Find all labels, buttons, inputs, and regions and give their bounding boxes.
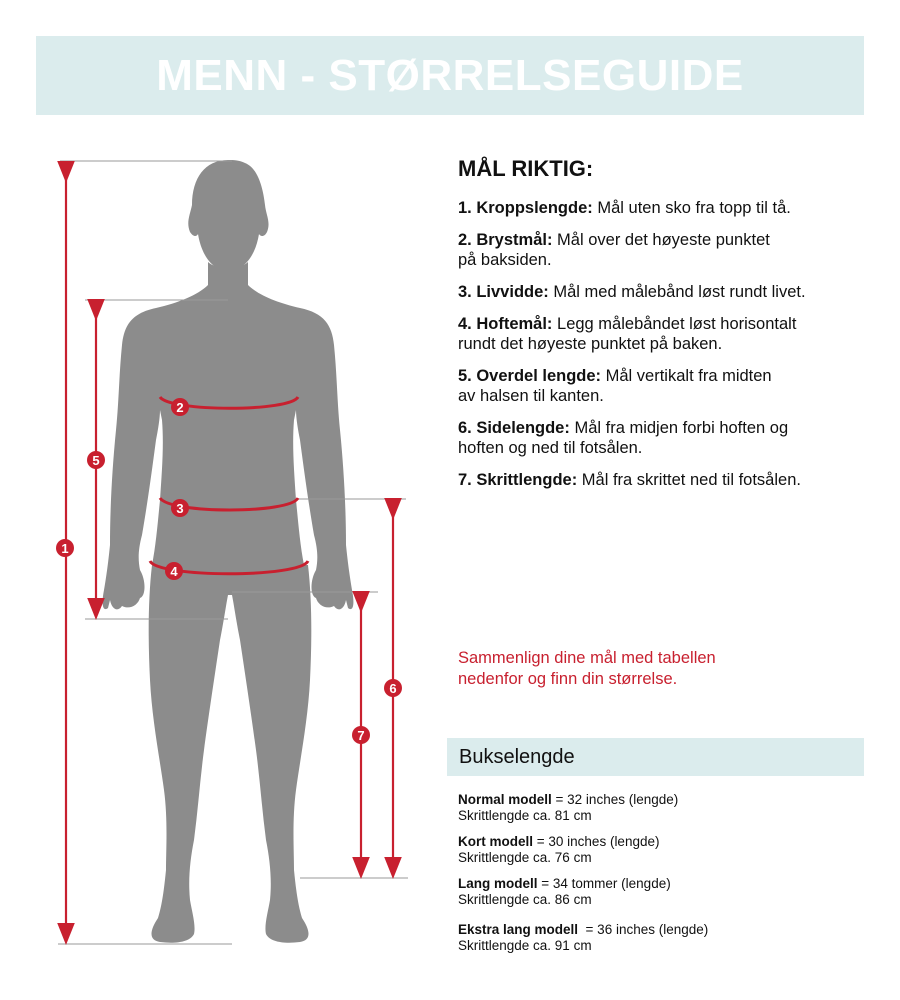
svg-text:7: 7 (357, 728, 365, 743)
instruction-body-length: 1. Kroppslengde: Mål uten sko fra topp til tå. (458, 199, 791, 217)
svg-text:5: 5 (92, 453, 100, 468)
instruction-inseam: 7. Skrittlengde: Mål fra skrittet ned til fotsålen. (458, 471, 801, 489)
svg-text:4: 4 (170, 564, 178, 579)
instruction-torso-length: 5. Overdel lengde: Mål vertikalt fra midten av halsen til kanten. (458, 367, 772, 405)
page-title: MENN - STØRRELSEGUIDE (156, 50, 744, 100)
pant-model-short: Kort modell = 30 inches (lengde) Skrittlengde ca. 76 cm (458, 834, 660, 865)
instructions-heading: MÅL RIKTIG: (458, 156, 594, 181)
measure-instructions (458, 156, 878, 502)
instruction-side-length: 6. Sidelengde: Mål fra midjen forbi hoften og hoften og ned til fotsålen. (458, 419, 789, 457)
pant-model-extra-long: Ekstra lang modell = 36 inches (lengde) Skrittlengde ca. 91 cm (458, 922, 709, 953)
marker-7 (352, 726, 370, 744)
marker-6 (384, 679, 402, 697)
svg-text:3: 3 (176, 501, 184, 516)
instruction-chest: 2. Brystmål: Mål over det høyeste punktet på baksiden. (458, 231, 770, 269)
svg-text:6: 6 (389, 681, 397, 696)
pant-model-normal: Normal modell = 32 inches (lengde) Skrittlengde ca. 81 cm (458, 792, 679, 823)
svg-text:2: 2 (176, 400, 184, 415)
pant-model-long: Lang modell = 34 tommer (lengde) Skrittlengde ca. 86 cm (458, 876, 671, 907)
compare-note: Sammenlign dine mål med tabellen nedenfor og finn din størrelse. (458, 649, 716, 688)
marker-2 (171, 398, 189, 416)
human-silhouette (103, 160, 354, 943)
pant-length-heading: Bukselengde (459, 745, 575, 768)
marker-3 (171, 499, 189, 517)
instruction-waist: 3. Livvidde: Mål med målebånd løst rundt livet. (458, 283, 806, 301)
pant-length-banner (447, 738, 864, 776)
marker-5 (87, 451, 105, 469)
pant-length-list (458, 792, 878, 964)
instructions-list (458, 198, 878, 490)
svg-text:1: 1 (61, 541, 69, 556)
marker-4 (165, 562, 183, 580)
marker-1 (56, 539, 74, 557)
instruction-hip: 4. Hoftemål: Legg målebåndet løst horisontalt rundt det høyeste punktet på baken. (458, 315, 797, 353)
